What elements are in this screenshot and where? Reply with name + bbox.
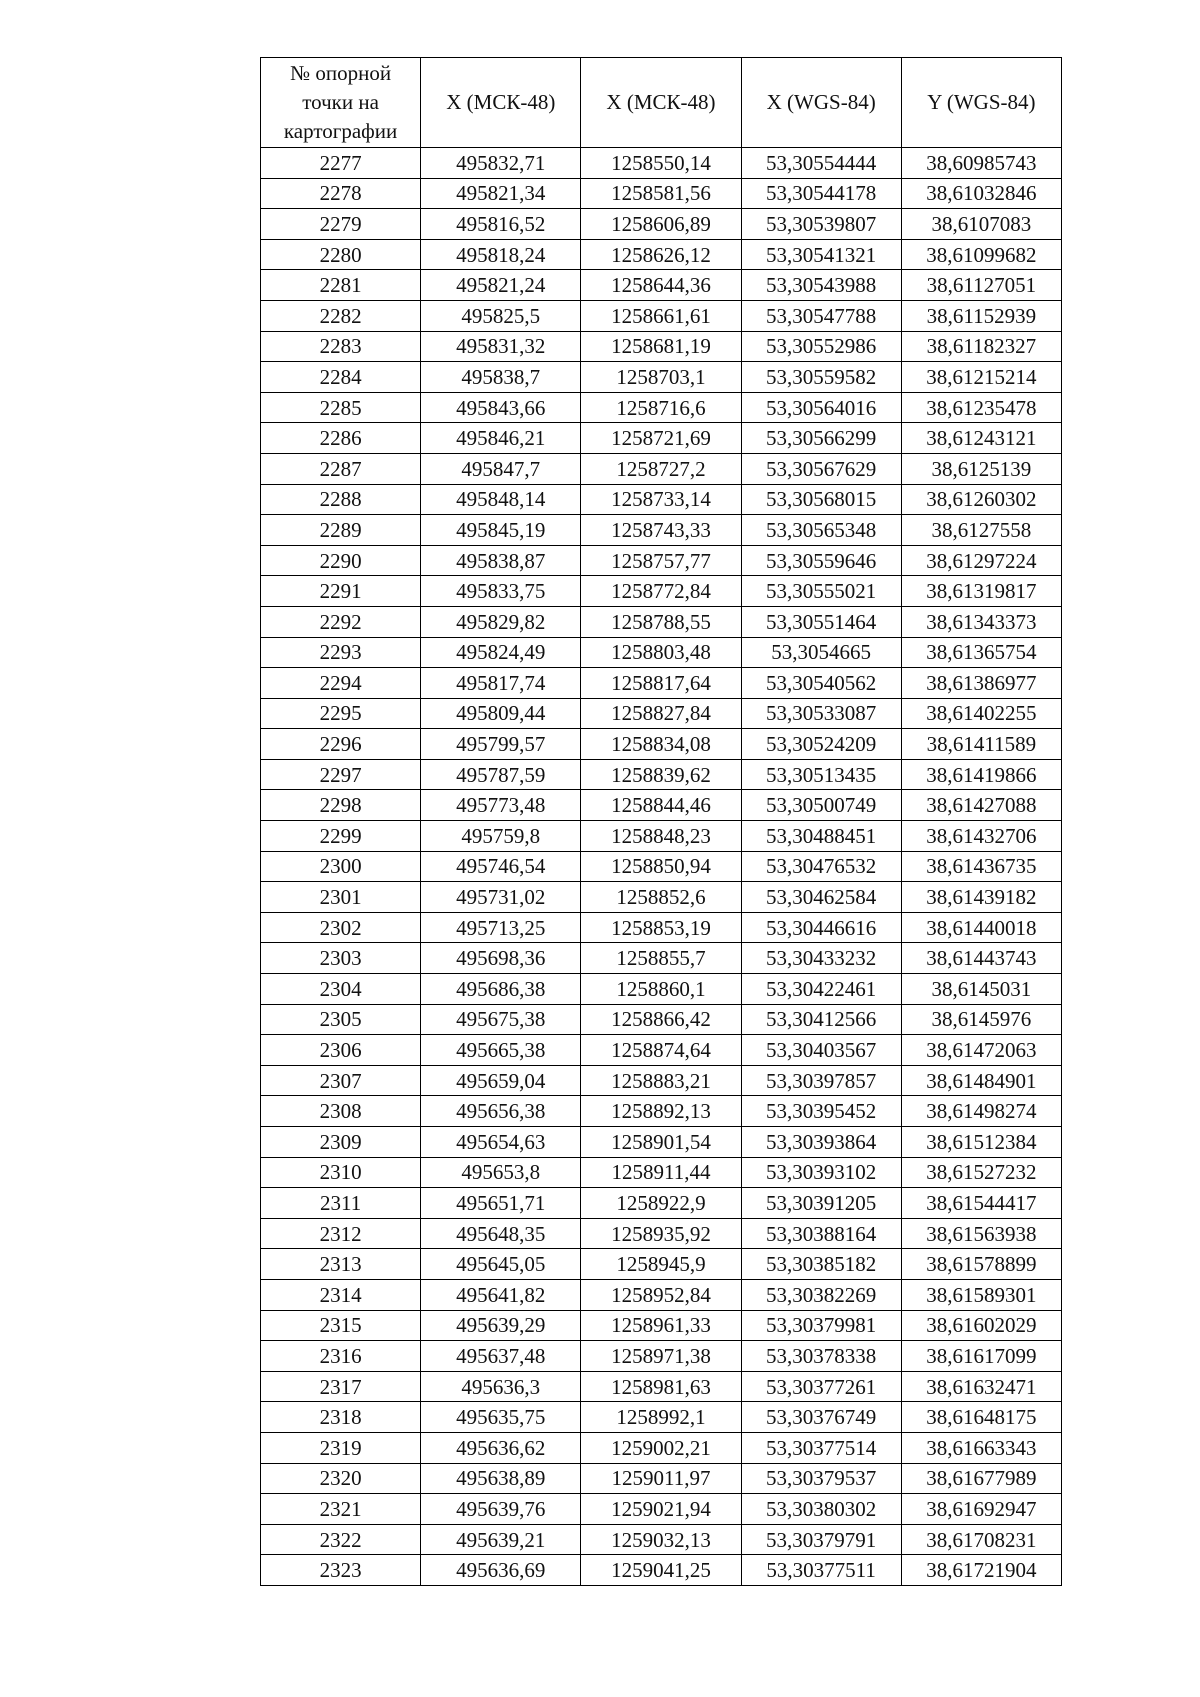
cell-y-wgs84: 38,61544417 [901,1188,1061,1219]
cell-point-number: 2286 [261,423,421,454]
cell-point-number: 2313 [261,1249,421,1280]
cell-x-wgs84: 53,30554444 [741,148,901,179]
cell-x-msk48-first: 495641,82 [421,1279,581,1310]
cell-x-wgs84: 53,30380302 [741,1494,901,1525]
cell-x-msk48-first: 495638,89 [421,1463,581,1494]
table-row [261,300,1062,331]
cell-x-msk48-first: 495824,49 [421,637,581,668]
cell-x-msk48-first: 495731,02 [421,882,581,913]
cell-x-msk48-first: 495825,5 [421,300,581,331]
cell-x-msk48-second: 1258721,69 [581,423,741,454]
cell-x-msk48-first: 495838,87 [421,545,581,576]
cell-x-msk48-second: 1258981,63 [581,1371,741,1402]
cell-point-number: 2281 [261,270,421,301]
cell-x-msk48-first: 495675,38 [421,1004,581,1035]
cell-x-wgs84: 53,30547788 [741,300,901,331]
cell-y-wgs84: 38,6125139 [901,453,1061,484]
cell-y-wgs84: 38,61432706 [901,821,1061,852]
header-row [261,58,1062,148]
table-row [261,1341,1062,1372]
cell-x-msk48-second: 1258839,62 [581,759,741,790]
header-point-number-line-3: картографии [283,119,398,143]
table-row [261,1218,1062,1249]
cell-x-msk48-second: 1258716,6 [581,392,741,423]
cell-x-msk48-first: 495636,69 [421,1555,581,1586]
cell-y-wgs84: 38,61411589 [901,729,1061,760]
cell-x-msk48-first: 495773,48 [421,790,581,821]
cell-x-msk48-first: 495821,34 [421,178,581,209]
table-row [261,1279,1062,1310]
cell-point-number: 2307 [261,1065,421,1096]
table-row [261,698,1062,729]
cell-x-msk48-second: 1258743,33 [581,515,741,546]
cell-x-wgs84: 53,30513435 [741,759,901,790]
cell-y-wgs84: 38,61443743 [901,943,1061,974]
cell-point-number: 2292 [261,606,421,637]
cell-x-msk48-first: 495654,63 [421,1127,581,1158]
cell-y-wgs84: 38,61297224 [901,545,1061,576]
cell-y-wgs84: 38,61472063 [901,1035,1061,1066]
table-row [261,1188,1062,1219]
cell-y-wgs84: 38,61708231 [901,1524,1061,1555]
table-row [261,1555,1062,1586]
cell-point-number: 2284 [261,362,421,393]
cell-x-msk48-second: 1258626,12 [581,239,741,270]
cell-x-msk48-second: 1258817,64 [581,668,741,699]
cell-point-number: 2322 [261,1524,421,1555]
cell-x-wgs84: 53,30533087 [741,698,901,729]
cell-x-wgs84: 53,30476532 [741,851,901,882]
cell-x-msk48-first: 495847,7 [421,453,581,484]
cell-x-msk48-first: 495846,21 [421,423,581,454]
cell-point-number: 2283 [261,331,421,362]
cell-x-wgs84: 53,30543988 [741,270,901,301]
table-row [261,178,1062,209]
cell-x-msk48-second: 1258644,36 [581,270,741,301]
cell-x-wgs84: 53,30564016 [741,392,901,423]
cell-x-msk48-second: 1258901,54 [581,1127,741,1158]
table-row [261,270,1062,301]
cell-x-wgs84: 53,30539807 [741,209,901,240]
cell-x-msk48-second: 1258803,48 [581,637,741,668]
table-row [261,1035,1062,1066]
cell-x-msk48-first: 495636,62 [421,1432,581,1463]
cell-y-wgs84: 38,61032846 [901,178,1061,209]
table-row [261,943,1062,974]
cell-x-wgs84: 53,30551464 [741,606,901,637]
cell-x-wgs84: 53,30422461 [741,974,901,1005]
table-row [261,821,1062,852]
cell-x-msk48-first: 495746,54 [421,851,581,882]
cell-x-msk48-second: 1258581,56 [581,178,741,209]
cell-point-number: 2320 [261,1463,421,1494]
cell-point-number: 2289 [261,515,421,546]
table-row [261,392,1062,423]
table-row [261,1463,1062,1494]
cell-point-number: 2312 [261,1218,421,1249]
cell-x-msk48-second: 1258703,1 [581,362,741,393]
cell-x-msk48-first: 495816,52 [421,209,581,240]
cell-x-msk48-second: 1258827,84 [581,698,741,729]
header-x-msk48-first: X (МСК-48) [421,58,581,148]
cell-x-wgs84: 53,30393864 [741,1127,901,1158]
cell-y-wgs84: 38,61677989 [901,1463,1061,1494]
table-row [261,576,1062,607]
table-row [261,668,1062,699]
cell-x-msk48-second: 1258992,1 [581,1402,741,1433]
cell-point-number: 2280 [261,239,421,270]
cell-point-number: 2298 [261,790,421,821]
cell-y-wgs84: 38,61527232 [901,1157,1061,1188]
cell-point-number: 2306 [261,1035,421,1066]
cell-y-wgs84: 38,61436735 [901,851,1061,882]
table-row [261,484,1062,515]
cell-y-wgs84: 38,61402255 [901,698,1061,729]
cell-x-msk48-second: 1258961,33 [581,1310,741,1341]
cell-x-msk48-first: 495817,74 [421,668,581,699]
cell-x-msk48-second: 1258855,7 [581,943,741,974]
cell-x-wgs84: 53,30377511 [741,1555,901,1586]
cell-x-wgs84: 53,30446616 [741,912,901,943]
cell-x-msk48-second: 1258834,08 [581,729,741,760]
table-row [261,423,1062,454]
cell-y-wgs84: 38,6107083 [901,209,1061,240]
cell-x-wgs84: 53,30397857 [741,1065,901,1096]
cell-point-number: 2296 [261,729,421,760]
cell-x-msk48-first: 495809,44 [421,698,581,729]
cell-x-wgs84: 53,30395452 [741,1096,901,1127]
table-header [261,58,1062,148]
cell-x-msk48-second: 1258844,46 [581,790,741,821]
cell-point-number: 2315 [261,1310,421,1341]
cell-x-msk48-first: 495829,82 [421,606,581,637]
cell-point-number: 2303 [261,943,421,974]
cell-x-msk48-first: 495818,24 [421,239,581,270]
cell-y-wgs84: 38,61215214 [901,362,1061,393]
table-body [261,148,1062,1586]
cell-y-wgs84: 38,61648175 [901,1402,1061,1433]
table-row [261,362,1062,393]
cell-x-wgs84: 53,30379981 [741,1310,901,1341]
cell-x-msk48-second: 1259032,13 [581,1524,741,1555]
cell-x-msk48-first: 495639,76 [421,1494,581,1525]
cell-x-wgs84: 53,30524209 [741,729,901,760]
table-row [261,974,1062,1005]
cell-y-wgs84: 38,61692947 [901,1494,1061,1525]
cell-y-wgs84: 38,61589301 [901,1279,1061,1310]
cell-point-number: 2288 [261,484,421,515]
cell-point-number: 2318 [261,1402,421,1433]
cell-x-wgs84: 53,30559646 [741,545,901,576]
cell-x-msk48-first: 495821,24 [421,270,581,301]
table-row [261,1249,1062,1280]
table-row [261,851,1062,882]
table-row [261,882,1062,913]
table-row [261,759,1062,790]
cell-y-wgs84: 38,61563938 [901,1218,1061,1249]
cell-point-number: 2293 [261,637,421,668]
table-row [261,1494,1062,1525]
cell-y-wgs84: 38,6127558 [901,515,1061,546]
cell-x-wgs84: 53,30500749 [741,790,901,821]
cell-x-msk48-second: 1258945,9 [581,1249,741,1280]
cell-point-number: 2302 [261,912,421,943]
cell-x-msk48-second: 1258883,21 [581,1065,741,1096]
cell-point-number: 2300 [261,851,421,882]
cell-x-msk48-first: 495651,71 [421,1188,581,1219]
cell-x-msk48-second: 1258952,84 [581,1279,741,1310]
cell-x-msk48-second: 1258922,9 [581,1188,741,1219]
cell-y-wgs84: 38,61319817 [901,576,1061,607]
cell-x-msk48-first: 495636,3 [421,1371,581,1402]
cell-x-wgs84: 53,30376749 [741,1402,901,1433]
table-row [261,637,1062,668]
table-row [261,148,1062,179]
cell-x-msk48-first: 495656,38 [421,1096,581,1127]
coordinates-table [260,57,1062,1586]
cell-point-number: 2282 [261,300,421,331]
cell-x-wgs84: 53,30377514 [741,1432,901,1463]
cell-x-msk48-second: 1258606,89 [581,209,741,240]
cell-y-wgs84: 38,6145031 [901,974,1061,1005]
cell-y-wgs84: 38,61617099 [901,1341,1061,1372]
cell-x-msk48-first: 495639,29 [421,1310,581,1341]
cell-x-wgs84: 53,30377261 [741,1371,901,1402]
cell-point-number: 2310 [261,1157,421,1188]
table-row [261,1096,1062,1127]
cell-y-wgs84: 38,61512384 [901,1127,1061,1158]
table-row [261,1402,1062,1433]
cell-x-wgs84: 53,30552986 [741,331,901,362]
cell-x-wgs84: 53,30393102 [741,1157,901,1188]
cell-x-msk48-first: 495832,71 [421,148,581,179]
table-row [261,515,1062,546]
cell-point-number: 2311 [261,1188,421,1219]
cell-x-wgs84: 53,30378338 [741,1341,901,1372]
cell-x-wgs84: 53,30379537 [741,1463,901,1494]
cell-point-number: 2321 [261,1494,421,1525]
cell-x-msk48-second: 1258788,55 [581,606,741,637]
table-row [261,453,1062,484]
cell-x-msk48-first: 495759,8 [421,821,581,852]
cell-point-number: 2287 [261,453,421,484]
cell-x-msk48-second: 1258874,64 [581,1035,741,1066]
cell-point-number: 2323 [261,1555,421,1586]
cell-x-msk48-second: 1258971,38 [581,1341,741,1372]
cell-x-wgs84: 53,30379791 [741,1524,901,1555]
table-row [261,1157,1062,1188]
cell-x-msk48-second: 1258661,61 [581,300,741,331]
table-row [261,912,1062,943]
cell-x-msk48-second: 1258772,84 [581,576,741,607]
cell-point-number: 2309 [261,1127,421,1158]
cell-x-msk48-second: 1258848,23 [581,821,741,852]
cell-x-wgs84: 53,30385182 [741,1249,901,1280]
cell-y-wgs84: 38,61484901 [901,1065,1061,1096]
cell-y-wgs84: 38,61182327 [901,331,1061,362]
cell-x-wgs84: 53,30565348 [741,515,901,546]
table-row [261,545,1062,576]
cell-x-wgs84: 53,30541321 [741,239,901,270]
cell-y-wgs84: 38,6145976 [901,1004,1061,1035]
cell-point-number: 2314 [261,1279,421,1310]
cell-x-msk48-first: 495787,59 [421,759,581,790]
cell-x-msk48-first: 495635,75 [421,1402,581,1433]
cell-y-wgs84: 38,61235478 [901,392,1061,423]
cell-point-number: 2316 [261,1341,421,1372]
cell-point-number: 2295 [261,698,421,729]
cell-y-wgs84: 38,61427088 [901,790,1061,821]
table-row [261,729,1062,760]
table-row [261,1432,1062,1463]
cell-x-wgs84: 53,30559582 [741,362,901,393]
cell-point-number: 2291 [261,576,421,607]
cell-x-msk48-first: 495637,48 [421,1341,581,1372]
cell-y-wgs84: 38,61602029 [901,1310,1061,1341]
cell-x-msk48-second: 1258935,92 [581,1218,741,1249]
cell-y-wgs84: 38,61419866 [901,759,1061,790]
table-row [261,606,1062,637]
header-y-wgs84: Y (WGS-84) [901,58,1061,148]
cell-point-number: 2294 [261,668,421,699]
cell-x-msk48-second: 1259011,97 [581,1463,741,1494]
cell-point-number: 2278 [261,178,421,209]
table-row [261,1127,1062,1158]
cell-x-wgs84: 53,30544178 [741,178,901,209]
header-point-number [261,58,421,148]
cell-x-msk48-second: 1258892,13 [581,1096,741,1127]
cell-point-number: 2297 [261,759,421,790]
cell-y-wgs84: 38,61127051 [901,270,1061,301]
cell-x-wgs84: 53,30388164 [741,1218,901,1249]
cell-x-msk48-first: 495645,05 [421,1249,581,1280]
cell-x-msk48-first: 495659,04 [421,1065,581,1096]
cell-y-wgs84: 38,61260302 [901,484,1061,515]
cell-y-wgs84: 38,61498274 [901,1096,1061,1127]
cell-x-wgs84: 53,30568015 [741,484,901,515]
cell-point-number: 2290 [261,545,421,576]
cell-x-msk48-first: 495665,38 [421,1035,581,1066]
cell-point-number: 2299 [261,821,421,852]
cell-x-msk48-second: 1258853,19 [581,912,741,943]
cell-y-wgs84: 38,61152939 [901,300,1061,331]
cell-x-wgs84: 53,30555021 [741,576,901,607]
cell-y-wgs84: 38,61343373 [901,606,1061,637]
cell-x-msk48-first: 495831,32 [421,331,581,362]
cell-x-msk48-second: 1258860,1 [581,974,741,1005]
cell-x-msk48-first: 495653,8 [421,1157,581,1188]
table-row [261,1524,1062,1555]
cell-point-number: 2301 [261,882,421,913]
cell-point-number: 2319 [261,1432,421,1463]
cell-point-number: 2277 [261,148,421,179]
cell-x-msk48-second: 1258852,6 [581,882,741,913]
cell-x-wgs84: 53,30403567 [741,1035,901,1066]
cell-x-wgs84: 53,30412566 [741,1004,901,1035]
cell-x-msk48-first: 495843,66 [421,392,581,423]
cell-y-wgs84: 38,61578899 [901,1249,1061,1280]
cell-x-msk48-first: 495833,75 [421,576,581,607]
cell-x-wgs84: 53,3054665 [741,637,901,668]
cell-x-wgs84: 53,30462584 [741,882,901,913]
cell-point-number: 2285 [261,392,421,423]
cell-x-msk48-second: 1258850,94 [581,851,741,882]
cell-point-number: 2304 [261,974,421,1005]
cell-x-msk48-second: 1259002,21 [581,1432,741,1463]
cell-y-wgs84: 38,61440018 [901,912,1061,943]
header-x-msk48-second: X (МСК-48) [581,58,741,148]
cell-x-msk48-second: 1258911,44 [581,1157,741,1188]
cell-y-wgs84: 38,61099682 [901,239,1061,270]
table-row [261,239,1062,270]
cell-x-msk48-first: 495698,36 [421,943,581,974]
header-point-number-line-2: точки на [302,90,379,114]
cell-point-number: 2317 [261,1371,421,1402]
header-point-number-line-1: № опорной [290,61,392,85]
table-row [261,1371,1062,1402]
table-row [261,209,1062,240]
cell-x-msk48-first: 495848,14 [421,484,581,515]
table-row [261,1065,1062,1096]
cell-x-msk48-first: 495713,25 [421,912,581,943]
cell-x-wgs84: 53,30433232 [741,943,901,974]
cell-y-wgs84: 38,61365754 [901,637,1061,668]
cell-y-wgs84: 38,61439182 [901,882,1061,913]
cell-x-msk48-first: 495799,57 [421,729,581,760]
cell-x-msk48-first: 495639,21 [421,1524,581,1555]
cell-x-msk48-first: 495845,19 [421,515,581,546]
cell-x-wgs84: 53,30567629 [741,453,901,484]
table-row [261,1310,1062,1341]
cell-x-msk48-first: 495648,35 [421,1218,581,1249]
cell-x-wgs84: 53,30540562 [741,668,901,699]
cell-x-msk48-second: 1258727,2 [581,453,741,484]
table-row [261,790,1062,821]
cell-y-wgs84: 38,61663343 [901,1432,1061,1463]
cell-x-msk48-second: 1259021,94 [581,1494,741,1525]
cell-x-msk48-second: 1258550,14 [581,148,741,179]
cell-x-msk48-first: 495686,38 [421,974,581,1005]
cell-y-wgs84: 38,61632471 [901,1371,1061,1402]
cell-point-number: 2308 [261,1096,421,1127]
cell-y-wgs84: 38,60985743 [901,148,1061,179]
cell-x-wgs84: 53,30566299 [741,423,901,454]
cell-x-msk48-second: 1258733,14 [581,484,741,515]
cell-y-wgs84: 38,61386977 [901,668,1061,699]
cell-x-wgs84: 53,30382269 [741,1279,901,1310]
table-row [261,331,1062,362]
cell-x-wgs84: 53,30488451 [741,821,901,852]
cell-x-msk48-second: 1258757,77 [581,545,741,576]
cell-x-msk48-second: 1259041,25 [581,1555,741,1586]
cell-point-number: 2305 [261,1004,421,1035]
cell-point-number: 2279 [261,209,421,240]
cell-x-msk48-second: 1258866,42 [581,1004,741,1035]
cell-x-wgs84: 53,30391205 [741,1188,901,1219]
cell-y-wgs84: 38,61243121 [901,423,1061,454]
cell-y-wgs84: 38,61721904 [901,1555,1061,1586]
header-x-wgs84: X (WGS-84) [741,58,901,148]
cell-x-msk48-second: 1258681,19 [581,331,741,362]
table-row [261,1004,1062,1035]
cell-x-msk48-first: 495838,7 [421,362,581,393]
